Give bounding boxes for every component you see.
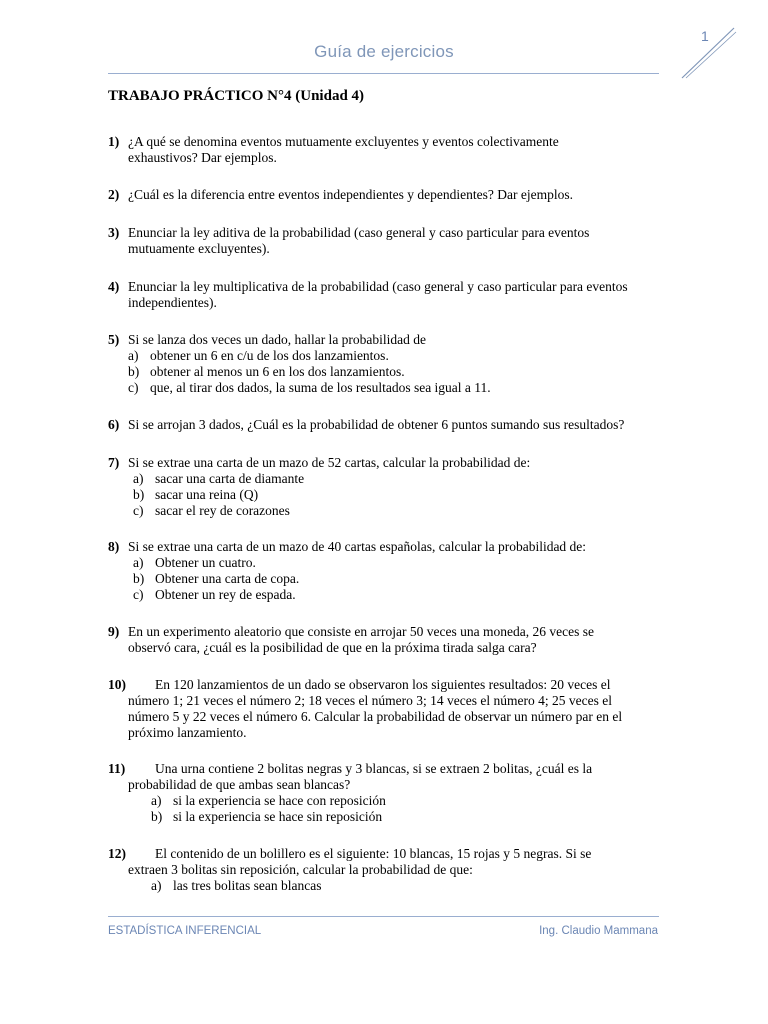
sub-item-label: c) xyxy=(133,587,144,602)
question-text: ¿Cuál es la diferencia entre eventos independientes y dependientes? Dar ejemplos. xyxy=(128,187,573,202)
question-12 xyxy=(108,846,668,894)
sub-item-label: b) xyxy=(128,364,140,379)
question-text: exhaustivos? Dar ejemplos. xyxy=(128,150,277,165)
question-7 xyxy=(108,455,668,519)
question-2 xyxy=(108,187,668,203)
question-3 xyxy=(108,225,668,257)
sub-item xyxy=(108,487,668,503)
sub-item-text: obtener al menos un 6 en los dos lanzamientos. xyxy=(150,364,405,379)
question-text: independientes). xyxy=(128,295,217,310)
sub-item-text: Obtener una carta de copa. xyxy=(155,571,300,586)
question-number: 4) xyxy=(108,279,120,294)
sub-item xyxy=(108,503,668,519)
page-corner-decoration xyxy=(676,24,738,80)
question-number: 5) xyxy=(108,332,120,347)
sub-item xyxy=(108,364,668,380)
sub-item xyxy=(108,571,668,587)
sub-item-label: a) xyxy=(128,348,139,363)
sub-item-text: obtener un 6 en c/u de los dos lanzamientos. xyxy=(150,348,389,363)
question-text: observó cara, ¿cuál es la posibilidad de que en la próxima tirada salga cara? xyxy=(128,640,537,655)
sub-item-label: b) xyxy=(151,809,163,824)
question-number: 1) xyxy=(108,134,120,149)
sub-item-text: si la experiencia se hace con reposición xyxy=(173,793,386,808)
sub-item-text: que, al tirar dos dados, la suma de los resultados sea igual a 11. xyxy=(150,380,491,395)
question-text: mutuamente excluyentes). xyxy=(128,241,270,256)
sub-item xyxy=(108,587,668,603)
question-text: número 5 y 22 veces el número 6. Calcular la probabilidad de observar un número par en el xyxy=(128,709,623,724)
question-text: Si se arrojan 3 dados, ¿Cuál es la probabilidad de obtener 6 puntos sumando sus resultados? xyxy=(128,417,625,432)
question-text: extraen 3 bolitas sin reposición, calcular la probabilidad de que: xyxy=(128,862,473,877)
sub-item-label: b) xyxy=(133,571,145,586)
question-text: En un experimento aleatorio que consiste en arrojar 50 veces una moneda, 26 veces se xyxy=(128,624,594,639)
question-number: 11) xyxy=(108,761,126,776)
question-11 xyxy=(108,761,668,825)
question-text: número 1; 21 veces el número 2; 18 veces el número 3; 14 veces el número 4; 25 veces el xyxy=(128,693,612,708)
page-title: TRABAJO PRÁCTICO N°4 (Unidad 4) xyxy=(108,88,365,104)
question-number: 12) xyxy=(108,846,126,861)
footer-author: Ing. Claudio Mammana xyxy=(539,925,658,937)
question-9 xyxy=(108,624,668,656)
sub-item xyxy=(108,380,668,396)
question-number: 7) xyxy=(108,455,120,470)
question-5 xyxy=(108,332,668,396)
sub-item xyxy=(108,471,668,487)
sub-item-label: b) xyxy=(133,487,145,502)
sub-item-text: sacar una carta de diamante xyxy=(155,471,305,486)
sub-item xyxy=(108,793,668,809)
sub-item-label: a) xyxy=(133,555,144,570)
page-number: 1 xyxy=(701,28,709,44)
question-number: 9) xyxy=(108,624,120,639)
question-number: 2) xyxy=(108,187,120,202)
sub-item-label: a) xyxy=(133,471,144,486)
document-header-title: Guía de ejercicios xyxy=(314,42,454,61)
sub-item-text: si la experiencia se hace sin reposición xyxy=(173,809,383,824)
sub-item-text: Obtener un rey de espada. xyxy=(155,587,296,602)
sub-item-text: sacar el rey de corazones xyxy=(155,503,290,518)
question-text: El contenido de un bolillero es el siguiente: 10 blancas, 15 rojas y 5 negras. Si se xyxy=(155,846,592,861)
question-8 xyxy=(108,539,668,603)
sub-item xyxy=(108,809,668,825)
question-text: próximo lanzamiento. xyxy=(128,725,247,740)
question-number: 3) xyxy=(108,225,120,240)
question-text: ¿A qué se denomina eventos mutuamente excluyentes y eventos colectivamente xyxy=(128,134,559,149)
sub-item-text: las tres bolitas sean blancas xyxy=(173,878,322,893)
sub-item-text: Obtener un cuatro. xyxy=(155,555,256,570)
question-4 xyxy=(108,279,668,311)
question-text: Enunciar la ley multiplicativa de la probabilidad (caso general y caso particular para eventos xyxy=(128,279,628,294)
question-text: Si se lanza dos veces un dado, hallar la probabilidad de xyxy=(128,332,427,347)
footer-course-name: ESTADÍSTICA INFERENCIAL xyxy=(108,925,262,937)
question-text: Una urna contiene 2 bolitas negras y 3 blancas, si se extraen 2 bolitas, ¿cuál es la xyxy=(155,761,593,776)
question-number: 8) xyxy=(108,539,120,554)
sub-item xyxy=(108,878,668,894)
footer-divider xyxy=(108,916,659,917)
question-number: 10) xyxy=(108,677,126,692)
sub-item-label: a) xyxy=(151,793,162,808)
sub-item xyxy=(108,555,668,571)
sub-item-text: sacar una reina (Q) xyxy=(155,487,259,502)
question-6 xyxy=(108,417,668,433)
question-text: Si se extrae una carta de un mazo de 52 cartas, calcular la probabilidad de: xyxy=(128,455,531,470)
question-10 xyxy=(108,677,668,741)
sub-item xyxy=(108,348,668,364)
question-1 xyxy=(108,134,668,166)
question-text: Enunciar la ley aditiva de la probabilidad (caso general y caso particular para eventos xyxy=(128,225,590,240)
sub-item-label: c) xyxy=(133,503,144,518)
question-number: 6) xyxy=(108,417,120,432)
sub-item-label: c) xyxy=(128,380,139,395)
sub-item-label: a) xyxy=(151,878,162,893)
question-text: En 120 lanzamientos de un dado se observaron los siguientes resultados: 20 veces el xyxy=(155,677,611,692)
question-text: probabilidad de que ambas sean blancas? xyxy=(128,777,351,792)
header-divider xyxy=(108,73,659,74)
question-text: Si se extrae una carta de un mazo de 40 cartas españolas, calcular la probabilidad de: xyxy=(128,539,587,554)
